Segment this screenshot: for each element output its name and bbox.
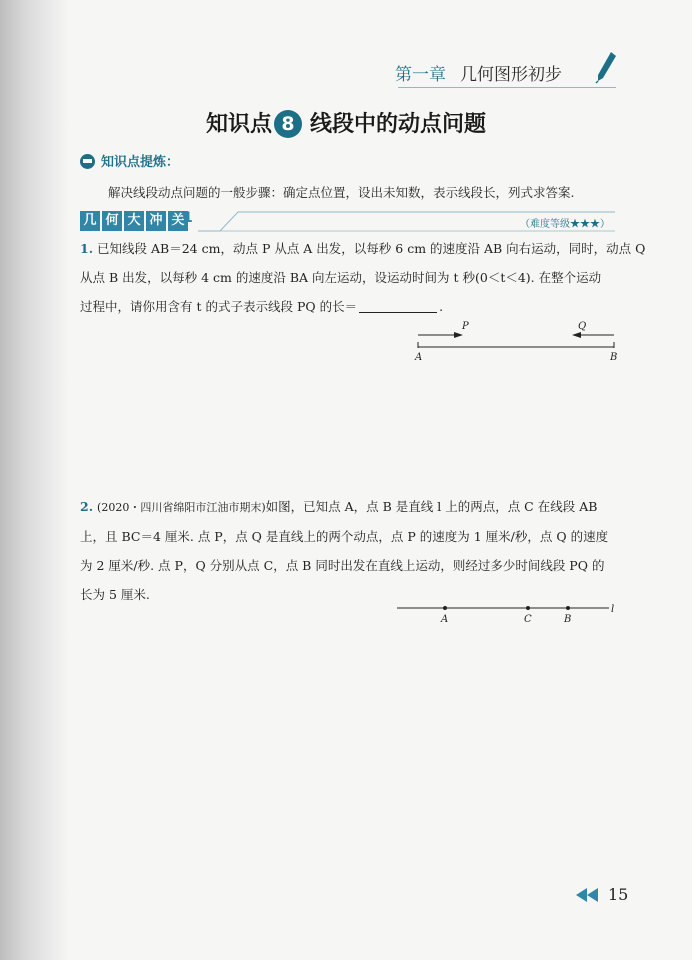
question-text: 为 2 厘米/秒. 点 P，Q 分别从点 C，点 B 同时出发在直线上运动，则经过多少时间线段 PQ 的: [80, 558, 605, 573]
tips-heading: [80, 151, 179, 170]
book-spine-shadow: [0, 0, 70, 960]
header-rule: [398, 87, 616, 88]
page-number: 15: [608, 885, 629, 904]
question-number: 2.: [80, 499, 94, 514]
page-title: [0, 107, 692, 138]
label-q: Q: [578, 321, 587, 332]
title-prefix: 知识点: [205, 112, 272, 137]
question-source: (2020・四川省绵阳市江油市期末): [97, 501, 266, 514]
label-l: l: [611, 604, 615, 615]
question-number: 1.: [80, 241, 94, 256]
section-tiles: [80, 211, 188, 231]
pen-icon: [594, 50, 618, 84]
chapter-header: [395, 60, 562, 85]
question-1: [80, 234, 646, 321]
section-tile: 冲: [146, 211, 166, 231]
page-arrows-icon: [576, 887, 602, 903]
section-number: 1: [183, 210, 193, 226]
section-tile: 几: [80, 211, 100, 231]
difficulty-rating: （难度等级★★★）: [520, 219, 610, 230]
title-text: 线段中的动点问题: [310, 112, 487, 137]
figure-1: [410, 318, 625, 363]
point-c: [526, 606, 530, 610]
chapter-label: 第一章: [395, 65, 446, 85]
figure-2: [395, 598, 625, 628]
section-tile: 关: [168, 211, 188, 231]
graduation-cap-icon: [80, 154, 95, 169]
question-text: .: [439, 299, 444, 314]
point-b: [566, 606, 570, 610]
arrow-q-head: [572, 332, 581, 338]
question-text: 已知线段 AB＝24 cm，动点 P 从点 A 出发，以每秒 6 cm 的速度沿 AB 向右运动，同时，动点 Q: [97, 241, 646, 256]
question-text: 上，且 BC＝4 厘米. 点 P，点 Q 是直线上的两个动点，点 P 的速度为 1 厘米/秒，点 Q 的速度: [80, 529, 609, 544]
chapter-subtitle: 几何图形初步: [460, 65, 562, 85]
answer-blank[interactable]: [359, 298, 437, 313]
question-text: 如图，已知点 A，点 B 是直线 l 上的两点，点 C 在线段 AB: [265, 499, 598, 514]
label-b: B: [610, 352, 618, 363]
title-number-badge: 8: [274, 110, 302, 138]
question-text: 过程中，请你用含有 t 的式子表示线段 PQ 的长＝: [80, 299, 358, 314]
label-c: C: [524, 614, 532, 625]
label-a: A: [441, 614, 449, 625]
question-text: 长为 5 厘米.: [80, 587, 150, 602]
question-text: 从点 B 出发，以每秒 4 cm 的速度沿 BA 向左运动，设运动时间为 t 秒(0＜t＜4). 在整个运动: [80, 270, 602, 285]
label-b: B: [564, 614, 572, 625]
section-tile: 大: [124, 211, 144, 231]
section-tile: 何: [102, 211, 122, 231]
tips-label: 知识点提炼：: [101, 155, 180, 170]
question-2: [80, 492, 640, 609]
point-a: [443, 606, 447, 610]
arrow-p-head: [454, 332, 463, 338]
tips-body: 解决线段动点问题的一般步骤：确定点位置，设出未知数，表示线段长，列式求答案.: [108, 185, 575, 200]
label-a: A: [415, 352, 423, 363]
label-p: P: [462, 321, 469, 332]
